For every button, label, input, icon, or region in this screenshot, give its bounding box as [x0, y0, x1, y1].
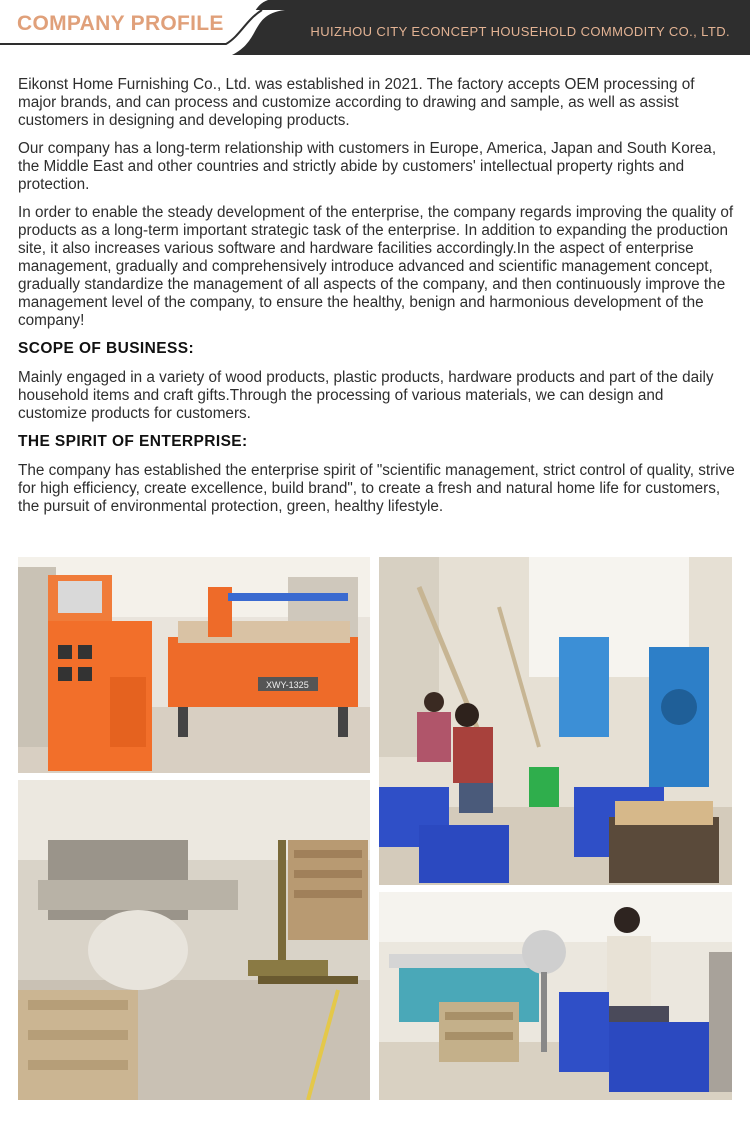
page-title: COMPANY PROFILE — [17, 12, 224, 35]
profile-content — [18, 76, 736, 526]
profile-paragraph: In order to enable the steady development of the enterprise, the company regards improving the quality of products as a long-term important strategic task of the enterprise. In addition to expanding the production site, it also increases various software and hardware facilities accordingly.In the aspect of enterprise management, gradually and comprehensively introduce advanced and scientific management concept, gradually standardize the management of all aspects of the company, and then continuously improve the management level of the company, to ensure the healthy, benign and harmonious development of the company! — [18, 204, 734, 329]
scope-heading: SCOPE OF BUSINESS: — [18, 340, 195, 357]
profile-paragraph: Eikonst Home Furnishing Co., Ltd. was established in 2021. The factory accepts OEM processing of major brands, and can process and customize according to drawing and sample, as well as assist customers in designing and developing products. — [18, 76, 695, 129]
photo-cnc-machine — [18, 557, 370, 773]
photo-warehouse — [18, 780, 370, 1100]
machine-label: XWY-1325 — [266, 680, 309, 690]
spirit-heading: THE SPIRIT OF ENTERPRISE: — [18, 433, 248, 450]
photo-sanding-workshop — [379, 557, 732, 885]
company-name: HUIZHOU CITY ECONCEPT HOUSEHOLD COMMODITY CO., LTD. — [310, 24, 730, 39]
spirit-text: The company has established the enterprise spirit of "scientific management, strict control of quality, strive for high efficiency, create excellence, build brand", to create a fresh and natural home life for customers, the pursuit of environmental protection, green, healthy lifestyle. — [18, 462, 735, 515]
photo-table-saw — [379, 892, 732, 1100]
profile-paragraph: Our company has a long-term relationship with customers in Europe, America, Japan and South Korea, the Middle East and other countries and strictly abide by customers' intellectual property rights and protection. — [18, 140, 717, 193]
scope-text: Mainly engaged in a variety of wood products, plastic products, hardware products and part of the daily household items and craft gifts.Through the processing of various materials, we can design and customize products for customers. — [18, 369, 714, 422]
header-banner — [0, 0, 750, 55]
